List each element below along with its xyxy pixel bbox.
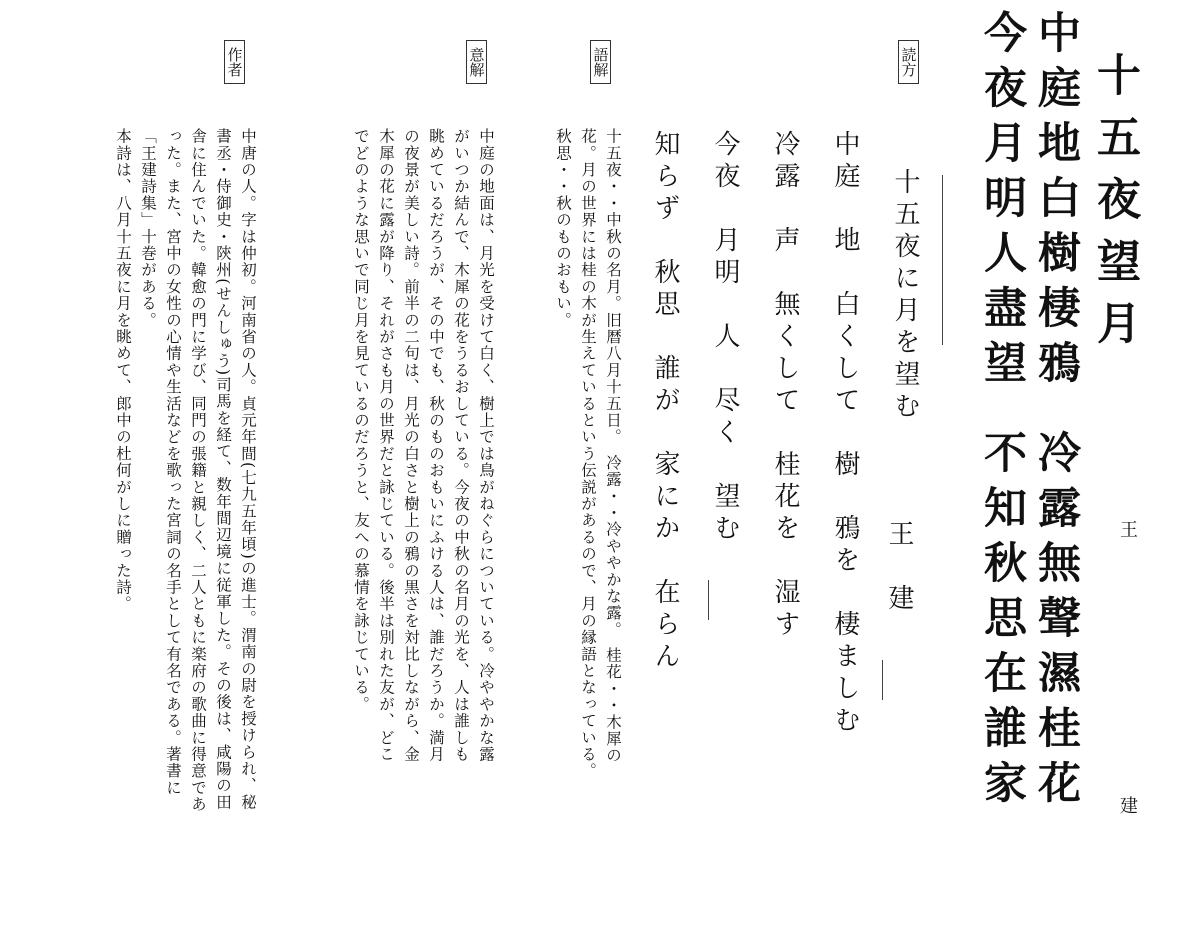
author-paragraph: 本詩は、八月十五夜に月を眺めて、郎中の杜何がしに贈った詩。 — [114, 128, 132, 613]
bracket-rule — [708, 580, 709, 620]
poem-line-2b: 不知秋思在誰家 — [977, 430, 1027, 815]
poem-line-1b: 冷露無聲濕桂花 — [1031, 430, 1081, 815]
meaning-text — [288, 128, 498, 778]
poem-author: 王 建 — [1117, 520, 1138, 934]
author-text — [40, 128, 260, 818]
section-label-reading: 読方 — [898, 40, 919, 84]
section-label-glossary: 語解 — [590, 40, 611, 84]
reading-line-1: 十五夜に月を望む — [890, 168, 920, 424]
glossary-text — [535, 128, 625, 789]
section-label-meaning: 意解 — [466, 40, 487, 84]
reading-author: 王 建 — [884, 520, 914, 616]
reading-line-2: 中庭 地 白くして 樹 鴉を 棲ましむ — [830, 130, 860, 738]
glossary-paragraph: 十五夜・・中秋の名月。旧暦八月十五日。 冷露・・冷ややかな露。 桂花・・木犀の花。月の世界には桂の木が生えているという伝説があるので、月の縁語となっている。 秋思・・秋のものおもい。 — [554, 128, 622, 789]
poem-title: 十五夜望月 — [1089, 52, 1140, 362]
poem-line-1a: 中庭地白樹棲鴉 — [1031, 10, 1081, 395]
meaning-paragraph: 中庭の地面は、月光を受けて白く、樹上では鳥がねぐらについている。冷ややかな露がいつか結んで、木犀の花をうるおしている。今夜の中秋の名月の光を、人は誰しも眺めているだろうが、その中でも、秋のものおもいにふける人は、誰だろうか。満月の夜景が美しい詩。前半の二句は、月光の白さと樹上の鴉の黒さを対比しながら、金木犀の花に露が降り、それがさも月の世界だと詠じている。後半は別れた友が、どこでどのような思いで同じ月を見ているのだろうと、友への慕情を詠じている。 — [352, 128, 495, 763]
reading-line-3: 冷露 声 無くして 桂花を 湿す — [770, 130, 800, 642]
author-paragraph: 中唐の人。字は仲初。河南省の人。貞元年間(七九五年頃)の進士。渭南の尉を授けられ、秘書丞・侍御史・陝州(せんしゅう)司馬を経て、数年間辺境に従軍した。その後は、咸陽の田舎に住んでいた。韓愈の門に学び、同門の張籍と親しく、二人ともに楽府の歌曲に得意であった。また、宮中の女性の心情や生活などを歌った宮詞の名手として有名である。著書に「王建詩集」十巻がある。 — [139, 128, 257, 813]
poem-line-2a: 今夜月明人盡望 — [977, 10, 1027, 395]
section-label-author: 作者 — [224, 40, 245, 84]
reading-line-5: 知らず 秋思 誰が 家にか 在らん — [650, 130, 680, 674]
reading-line-4: 今夜 月明 人 尽く 望む — [710, 130, 740, 546]
bracket-rule — [942, 175, 943, 345]
bracket-rule — [882, 660, 883, 700]
